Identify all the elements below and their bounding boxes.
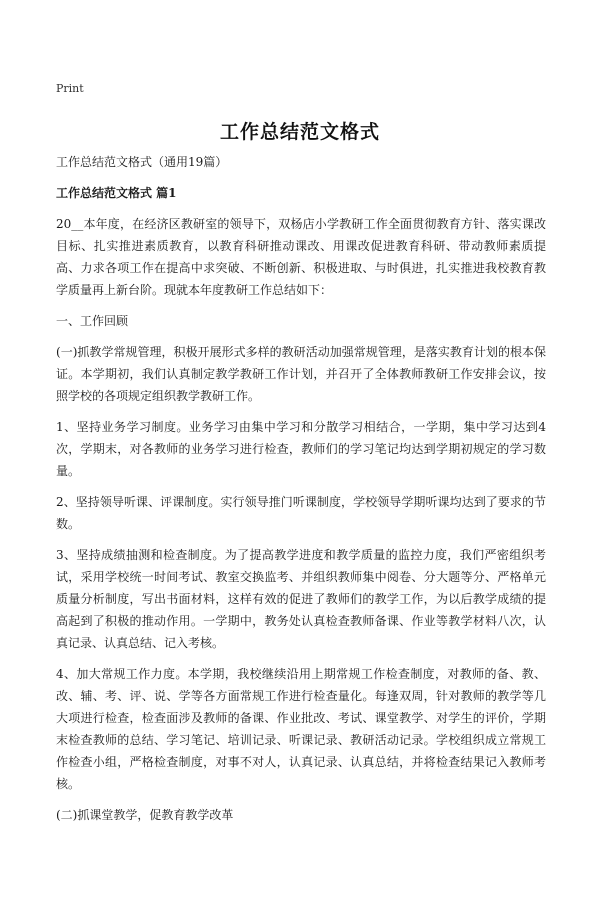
document-title: 工作总结范文格式 [219, 121, 380, 143]
section-title: 工作总结范文格式 篇1 [56, 186, 177, 200]
document-body [56, 151, 546, 835]
document-subtitle: 工作总结范文格式（通用19篇） [56, 155, 228, 169]
section-heading-review: 一、工作回顾 [56, 314, 129, 328]
subsection-classroom-teaching: (二)抓课堂教学，促教育教学改革 [56, 808, 234, 822]
item-study-system: 1、坚持业务学习制度。业务学习由集中学习和分散学习相结合，一学期，集中学习达到4次，学期末，对各教师的业务学习进行检查，教师们的学习笔记均达到学期初规定的学习数量。 [56, 420, 546, 478]
item-routine-work: 4、加大常规工作力度。本学期，我校继续沿用上期常规工作检查制度，对教师的备、教、改、辅、考、评、说、学等各方面常规工作进行检查量化。每逢双周，针对教师的教学等几大项进行检查，检查面涉及教师的备课、作业批改、考试、课堂教学、对学生的评价，学期末检查教师的总结、学习笔记、培训记录、听课记录、教研活动记录。学校组织成立常规工作检查小组，严格检查制度，对事不对人，认真记录、认真总结，并将检查结果记入教师考核。 [56, 667, 546, 791]
item-lesson-observation: 2、坚持领导听课、评课制度。实行领导推门听课制度，学校领导学期听课均达到了要求的节数。 [56, 495, 546, 531]
print-label: Print [56, 82, 84, 95]
item-assessment-system: 3、坚持成绩抽测和检查制度。为了提高教学进度和教学质量的监控力度，我们严密组织考试，采用学校统一时间考试、教室交换监考、并组织教师集中阅卷、分大题等分、严格单元质量分析制度，写出书面材料，这样有效的促进了教师们的教学工作，为以后教学成绩的提高起到了积极的推动作用。一学期中，教务处认真检查教师备课、作业等教学材料八次，认真记录、认真总结、记入考核。 [56, 548, 546, 650]
intro-paragraph: 20__本年度，在经济区教研室的领导下，双杨店小学教研工作全面贯彻教育方针、落实课改目标、扎实推进素质教育，以教育科研推动课改、用课改促进教育科研、带动教师素质提高、力求各项工作在提高中求突破、不断创新、积极进取、与时俱进，扎实推进我校教育教学质量再上新台阶。现就本年度教研工作总结如下： [56, 217, 546, 297]
subsection-routine-management: (一)抓教学常规管理，积极开展形式多样的教研活动加强常规管理，是落实教育计划的根本保证。本学期初，我们认真制定教学教研工作计划，并召开了全体教师教研工作安排会议，按照学校的各项规定组织教学教研工作。 [56, 345, 546, 403]
